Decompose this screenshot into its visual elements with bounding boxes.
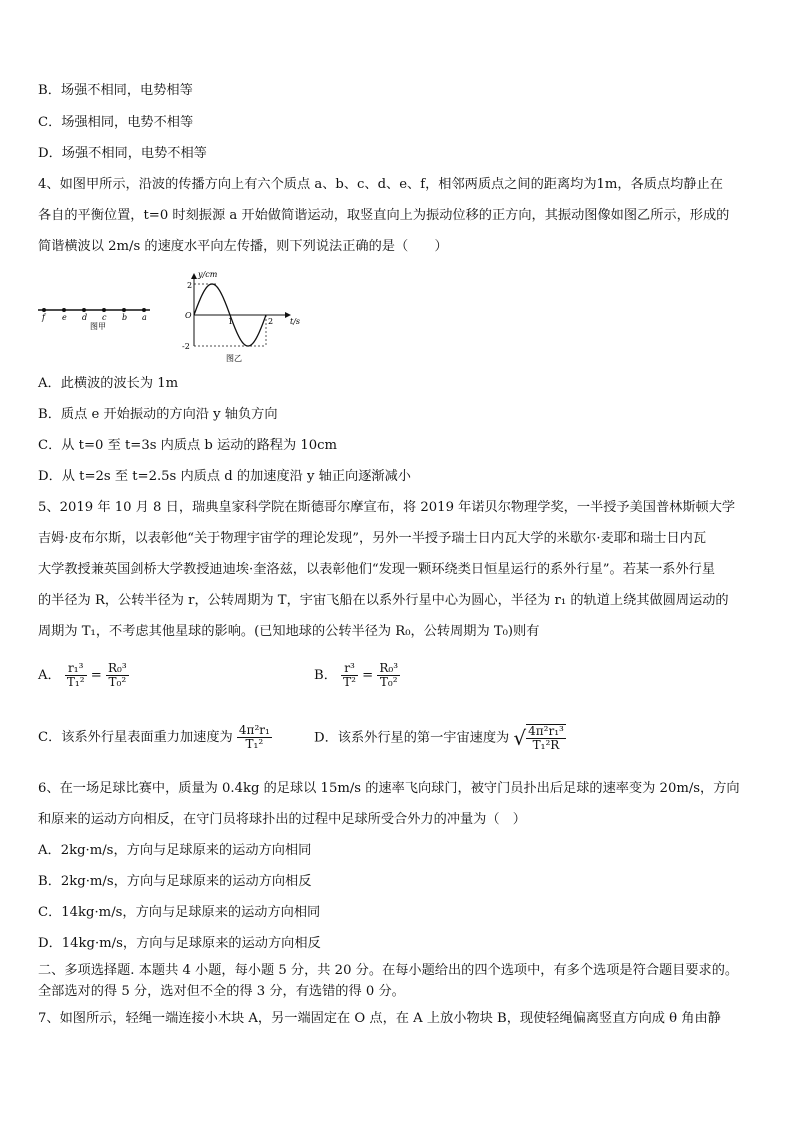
q7-stem-line1: 7、如图所示，轻绳一端连接小木块 A，另一端固定在 O 点，在 A 上放小物块 B，现使轻绳偏离竖直方向成 θ 角由静	[38, 1011, 721, 1026]
q5-option-a	[38, 662, 129, 689]
q5-option-a-right-fraction	[106, 662, 129, 689]
q6-option-a: A．2kg·m/s，方向与足球原来的运动方向相同	[38, 843, 312, 858]
q6-option-c: C．14kg·m/s，方向与足球原来的运动方向相同	[38, 905, 321, 920]
q5-stem-line4: 的半径为 R，公转半径为 r，公转周期为 T，宇宙飞船在以系外行星中心为圆心，半径为 r₁ 的轨道上绕其做圆周运动的	[38, 593, 729, 608]
q5-option-d-num: 4π²r₁³	[528, 724, 564, 738]
q5-option-d-sqrt-icon: √	[513, 726, 527, 750]
q6-stem-line2: 和原来的运动方向相反，在守门员将球扑出的过程中足球所受合外力的冲量为（ ）	[38, 812, 526, 827]
q4-point-c	[102, 308, 106, 312]
q5-option-a-equals: =	[90, 668, 102, 683]
q4-figure-b-caption: 图乙	[226, 354, 242, 363]
q4-label-f: f	[42, 313, 45, 322]
q4-stem-line3: 简谐横波以 2m/s 的速度水平向左传播，则下列说法正确的是（ ）	[38, 239, 448, 254]
q5-option-d-den: T₁²R	[532, 738, 560, 752]
q4-stem-line2: 各自的平衡位置，t=0 时刻振源 a 开始做简谐运动，取竖直向上为振动位移的正方向，其振动图像如图乙所示，形成的	[38, 208, 730, 223]
q5-option-b-label: B．	[314, 668, 337, 683]
q4-figure-b-x-label: t/s	[290, 317, 301, 326]
q4-option-a: A．此横波的波长为 1m	[38, 376, 179, 391]
q5-option-b-left-fraction	[341, 662, 358, 689]
q5-option-c	[38, 724, 272, 751]
q3-option-b: B．场强不相同，电势相等	[38, 83, 193, 98]
q5-option-a-label: A．	[38, 668, 61, 683]
q5-option-c-fraction	[237, 724, 272, 751]
q4-figure-b-xtick-1: 1	[228, 317, 234, 326]
q5-stem-line1: 5、2019 年 10 月 8 日，瑞典皇家科学院在斯德哥尔摩宣布，将 2019 年诺贝尔物理学奖，一半授予美国普林斯顿大学	[38, 500, 736, 515]
q6-option-b: B．2kg·m/s，方向与足球原来的运动方向相反	[38, 874, 312, 889]
q4-label-d: d	[82, 313, 88, 322]
q5-option-a-right-num: R₀³	[108, 661, 127, 675]
q5-option-c-den: T₁²	[245, 737, 264, 751]
q5-option-a-left-num: r₁³	[65, 662, 87, 676]
q5-option-b-equals: =	[362, 668, 374, 683]
q4-figure-b-origin: O	[185, 311, 192, 320]
q4-label-c: c	[102, 313, 107, 322]
q4-point-f	[42, 308, 46, 312]
q5-stem-line2: 吉姆·皮布尔斯，以表彰他“关于物理宇宙学的理论发现”，另外一半授予瑞士日内瓦大学的米歇尔·麦耶和瑞士日内瓦	[38, 531, 707, 546]
q4-label-b: b	[122, 313, 128, 322]
q5-option-d	[314, 724, 566, 752]
q5-stem-line3: 大学教授兼英国剑桥大学教授迪迪埃·奎洛兹，以表彰他们“发现一颗环绕类日恒星运行的系外行星”。若某一系外行星	[38, 562, 716, 577]
q5-option-d-text: D．该系外行星的第一宇宙速度为	[314, 730, 510, 746]
q5-option-b-right-fraction	[377, 662, 400, 689]
q5-option-b-left-den: T²	[343, 675, 356, 689]
q5-option-c-text: C．该系外行星表面重力加速度为	[38, 730, 233, 745]
q4-point-a	[142, 308, 146, 312]
q5-option-a-left-den: T₁²	[66, 675, 85, 689]
q4-stem-line1: 4、如图甲所示，沿波的传播方向上有六个质点 a、b、c、d、e、f，相邻两质点之间的距离均为1m，各质点均静止在	[38, 177, 723, 192]
q5-option-c-num: 4π²r₁	[238, 723, 270, 737]
q4-option-c: C．从 t=0 至 t=3s 内质点 b 运动的路程为 10cm	[38, 438, 338, 453]
section2-heading-line1: 二、多项选择题. 本题共 4 小题，每小题 5 分，共 20 分。在每小题给出的四个选项中，有多个选项是符合题目要求的。	[38, 963, 739, 978]
q4-figure-b-ytick-neg2: -2	[182, 342, 190, 351]
q4-label-e: e	[62, 313, 67, 322]
q4-point-d	[82, 308, 86, 312]
q3-option-c: C．场强相同，电势不相等	[38, 115, 194, 130]
q4-figure-b-xtick-2: 2	[268, 317, 274, 326]
q5-option-d-fraction	[526, 724, 566, 752]
q4-figure-b	[170, 268, 310, 364]
q4-option-d: D．从 t=2s 至 t=2.5s 内质点 d 的加速度沿 y 轴正向逐渐减小	[38, 469, 411, 484]
q4-figure-b-ytick-2: 2	[187, 281, 193, 290]
q4-point-b	[122, 308, 126, 312]
q6-stem-line1: 6、在一场足球比赛中，质量为 0.4kg 的足球以 15m/s 的速率飞向球门，被守门员扑出后足球的速率变为 20m/s，方向	[38, 781, 740, 796]
q5-option-a-right-den: T₀²	[108, 675, 127, 689]
q5-stem-line5: 周期为 T₁，不考虑其他星球的影响。(已知地球的公转半径为 R₀，公转周期为 T₀)则有	[38, 624, 540, 639]
q4-option-b: B．质点 e 开始振动的方向沿 y 轴负方向	[38, 407, 278, 422]
q6-option-d: D．14kg·m/s，方向与足球原来的运动方向相反	[38, 936, 321, 951]
q4-figure-b-y-label: y/cm	[198, 270, 218, 279]
q5-option-b	[314, 662, 400, 689]
q4-figure-a	[36, 300, 156, 336]
q4-label-a: a	[142, 313, 147, 322]
q5-option-b-right-num: R₀³	[379, 661, 399, 675]
q4-point-e	[62, 308, 66, 312]
q5-option-b-left-num: r³	[341, 662, 358, 676]
q5-option-a-left-fraction	[65, 662, 87, 689]
q4-figure-a-caption: 图甲	[90, 322, 106, 331]
q3-option-d: D．场强不相同，电势不相等	[38, 146, 207, 161]
section2-heading-line2: 全部选对的得 5 分，选对但不全的得 3 分，有选错的得 0 分。	[38, 984, 405, 999]
q5-option-b-right-den: T₀²	[379, 675, 398, 689]
